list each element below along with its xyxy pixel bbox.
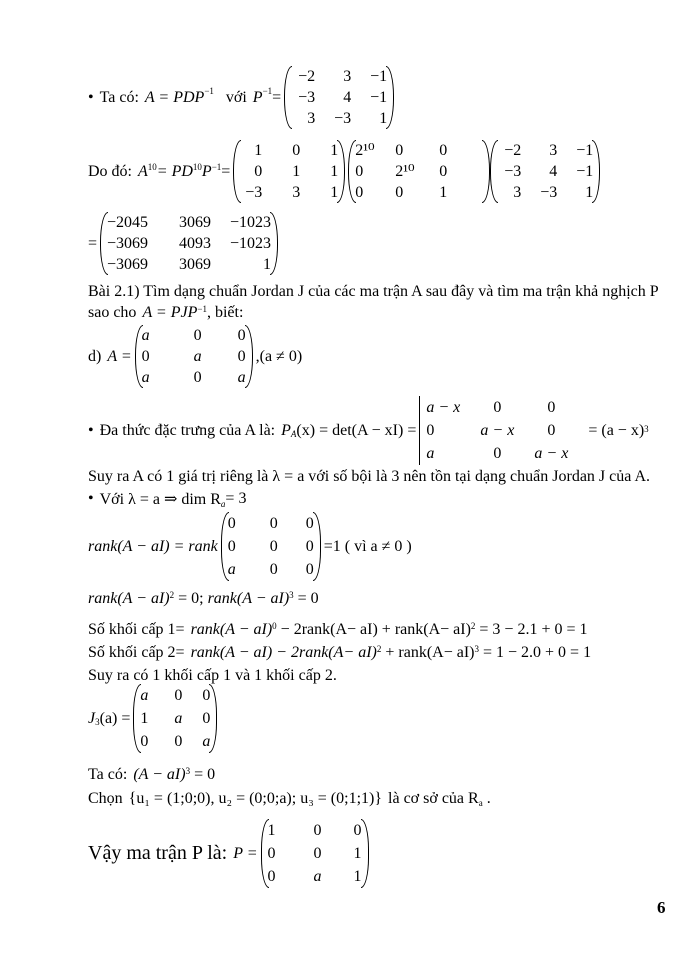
equation: rank(A − aI) = rank: [88, 537, 218, 555]
text: Số khối cấp 2=: [88, 644, 185, 661]
matrix-cell: a: [237, 369, 246, 386]
matrix-cell: 0: [237, 348, 246, 365]
line-rank2: [88, 590, 319, 608]
exponent: 2: [169, 590, 175, 600]
matrix-cell: −1: [576, 163, 594, 180]
equation: =1 ( vì a ≠ 0 ): [323, 537, 412, 555]
matrix-cell: 1: [267, 822, 276, 839]
matrix-cell: a: [193, 348, 202, 365]
equation: A =: [107, 347, 132, 365]
matrix-a: [135, 325, 253, 388]
exponent: 2: [470, 621, 476, 631]
equation: rank(A − aI): [190, 621, 273, 638]
line-char-poly: [88, 396, 649, 465]
text: Với λ = a ⇒ dim R: [99, 491, 221, 508]
text: Bài 2.1) Tìm dạng chuẩn Jordan J của các ma trận A sau đây và tìm ma trận khả nghịch P: [88, 283, 659, 300]
matrix-cell: 0: [313, 845, 322, 862]
exponent: 10: [192, 162, 202, 172]
matrix-cell: 0: [313, 822, 322, 839]
matrix-cell: 2¹⁰: [355, 142, 375, 159]
line-suy-ra-1: [88, 468, 650, 486]
matrix-d-power: [348, 140, 490, 203]
equals: =: [272, 88, 282, 106]
matrix-cell: 0: [355, 163, 364, 180]
equation: − 2rank(A− aI) + rank(A− aI): [276, 621, 471, 638]
matrix-cell: a: [313, 868, 322, 885]
matrix-cell: −2045: [107, 214, 149, 231]
matrix-cell: 3: [513, 184, 522, 201]
line-do-do: [88, 140, 600, 203]
matrix-cell: 3069: [179, 214, 212, 231]
matrix-cell: 0: [305, 561, 314, 578]
exponent: 3: [185, 766, 191, 776]
matrix-cell: 4093: [179, 235, 212, 252]
matrix-cell: 0: [355, 184, 364, 201]
matrix-cell: −3: [245, 184, 263, 201]
matrix-cell: −1: [576, 142, 594, 159]
equation: A = PJP: [142, 304, 198, 321]
matrix-cell: a: [141, 369, 150, 386]
matrix-cell: 0: [547, 399, 556, 416]
matrix-cell: 1: [353, 868, 362, 885]
matrix-cell: 0: [202, 687, 211, 704]
matrix-cell: 0: [227, 515, 236, 532]
equation: = 0;: [174, 590, 208, 607]
matrix-cell: 0: [395, 184, 404, 201]
bullet: •: [88, 421, 94, 439]
matrix-cell: a: [140, 687, 149, 704]
matrix-cell: 4: [549, 163, 558, 180]
matrix-cell: a: [174, 710, 183, 727]
matrix-cell: 0: [227, 538, 236, 555]
exponent: 3: [644, 424, 649, 434]
bullet: •: [88, 490, 94, 507]
basis: {u₁ = (1;0;0), u₂ = (0;0;a); u₃ = (0;1;1)}: [128, 790, 383, 807]
matrix-cell: 0: [237, 327, 246, 344]
matrix-cell: 3: [292, 184, 301, 201]
matrix-cell: −1023: [230, 214, 272, 231]
matrix-p-result: [261, 819, 369, 888]
line-blocks-1: [88, 621, 588, 639]
line-vay: [88, 819, 372, 888]
text: Số khối cấp 1=: [88, 621, 185, 638]
equation: (A − aI): [133, 766, 186, 783]
matrix-cell: 0: [305, 538, 314, 555]
text: d): [88, 347, 102, 365]
equals: =: [221, 162, 231, 180]
matrix-cell: 1: [330, 184, 339, 201]
text: Suy ra có 1 khối cấp 1 và 1 khối cấp 2.: [88, 667, 337, 684]
matrix-cell: −3: [334, 110, 352, 127]
equation: (a) =: [99, 709, 131, 727]
matrix-cell: 1: [292, 163, 301, 180]
matrix-cell: 0: [547, 422, 556, 439]
matrix-cell: −2: [298, 68, 316, 85]
matrix-cell: 0: [439, 142, 448, 159]
equation: = PD: [156, 162, 193, 180]
text: Suy ra A có 1 giá trị riêng là λ = a với số bội là 3 nên tồn tại dạng chuẩn Jordan J của A.: [88, 468, 651, 485]
equation: P: [252, 88, 263, 106]
exercise-line2: [88, 304, 243, 322]
matrix-cell: 0: [292, 142, 301, 159]
text: Ta có:: [99, 88, 139, 106]
matrix-cell: 0: [426, 422, 435, 439]
matrix-cell: 0: [141, 348, 150, 365]
equation: rank(A − aI): [207, 590, 290, 607]
matrix-cell: a − x: [426, 399, 461, 416]
equation: rank(A − aI): [88, 590, 170, 607]
line-ta-co: [88, 66, 397, 129]
matrix-cell: a: [426, 445, 435, 462]
text: Đa thức đặc trưng của A là:: [99, 421, 276, 439]
exponent: −1: [262, 86, 273, 96]
equation: A: [138, 162, 148, 180]
matrix-cell: 0: [193, 369, 202, 386]
matrix-cell: a − x: [534, 445, 569, 462]
matrix-cell: −3069: [107, 256, 149, 273]
matrix-cell: −1: [370, 68, 388, 85]
subscript: A: [290, 429, 297, 439]
bullet: •: [88, 88, 94, 106]
subscript: 3: [95, 717, 100, 727]
exponent: −1: [204, 86, 214, 96]
line-blocks-2: [88, 644, 591, 662]
subscript: a: [220, 499, 226, 509]
equation: rank(A − aI) − 2rank(A− aI): [190, 644, 377, 661]
matrix-cell: 1: [330, 142, 339, 159]
matrix-cell: 0: [353, 822, 362, 839]
matrix-cell: 1: [379, 110, 388, 127]
matrix-cell: −3: [298, 89, 316, 106]
matrix-cell: 0: [267, 845, 276, 862]
equation: A = PDP: [144, 88, 205, 106]
exponent: 0: [272, 621, 277, 631]
equation: = 0: [190, 766, 216, 783]
matrix-cell: a: [141, 327, 150, 344]
matrix-jordan: [133, 684, 217, 753]
matrix-cell: 0: [202, 710, 211, 727]
matrix-cell: 4: [343, 89, 352, 106]
exponent: 2: [376, 644, 382, 654]
matrix-cell: −1023: [230, 235, 272, 252]
line-chon: [88, 790, 491, 808]
matrix-cell: 1: [140, 710, 149, 727]
matrix-cell: 0: [269, 538, 278, 555]
matrix-cell: 0: [493, 399, 502, 416]
exponent: 10: [147, 162, 157, 172]
matrix-a-minus-ai: [221, 512, 321, 581]
equation: = 1 − 2.0 + 0 = 1: [478, 644, 592, 661]
exponent: 3: [474, 644, 479, 654]
matrix-cell: a: [227, 561, 236, 578]
equation: (x) = det(A − xI) =: [296, 421, 417, 439]
matrix-cell: −1: [370, 89, 388, 106]
line-jordan: [88, 684, 220, 753]
equation: = (a − x): [588, 421, 645, 439]
line-suy-ra-2: [88, 667, 337, 685]
matrix-cell: 1: [585, 184, 594, 201]
equation: J: [88, 709, 96, 727]
subscript: a: [478, 798, 483, 808]
matrix-cell: −3: [504, 163, 522, 180]
equation: = 3 − 2.1 + 0 = 1: [475, 621, 588, 638]
exercise-title: [88, 283, 659, 301]
matrix-cell: 1: [263, 256, 272, 273]
exponent: 3: [289, 590, 294, 600]
matrix-cell: 1: [353, 845, 362, 862]
matrix-cell: 0: [174, 687, 183, 704]
condition: ,(a ≠ 0): [255, 347, 303, 365]
matrix-p: [233, 140, 345, 203]
matrix-cell: 0: [493, 445, 502, 462]
matrix-cell: 0: [269, 515, 278, 532]
equation: P =: [233, 844, 258, 862]
matrix-cell: 3: [549, 142, 558, 159]
determinant: [419, 396, 585, 465]
matrix-p-inverse: [284, 66, 394, 129]
text: , biết:: [206, 304, 244, 321]
matrix-cell: 0: [439, 163, 448, 180]
matrix-cell: 1: [439, 184, 448, 201]
text: Chọn: [88, 790, 123, 807]
line-d: [88, 325, 302, 388]
matrix-cell: 0: [174, 733, 183, 750]
matrix-cell: a: [202, 733, 211, 750]
matrix-cell: 3: [343, 68, 352, 85]
matrix-cell: 0: [254, 163, 263, 180]
matrix-cell: 0: [140, 733, 149, 750]
text: Vậy ma trận P là:: [88, 842, 228, 864]
line-result: [88, 212, 281, 275]
matrix-cell: 3069: [179, 256, 212, 273]
line-voi: [88, 489, 246, 509]
matrix-cell: 0: [269, 561, 278, 578]
text: = 3: [225, 490, 247, 507]
matrix-cell: −3: [540, 184, 558, 201]
page-number: 6: [657, 898, 666, 917]
exponent: −1: [211, 162, 222, 172]
equation: = 0: [293, 590, 319, 607]
equals: =: [88, 234, 98, 252]
matrix-cell: 0: [267, 868, 276, 885]
line-rank1: [88, 512, 412, 581]
text: là cơ sở của R: [388, 790, 479, 807]
line-ta-co-2: [88, 766, 215, 784]
matrix-cell: 0: [193, 327, 202, 344]
exponent: −1: [197, 304, 207, 314]
matrix-cell: −2: [504, 142, 522, 159]
text: với: [225, 88, 247, 106]
matrix-cell: 0: [395, 142, 404, 159]
text: Do đó:: [88, 162, 132, 180]
matrix-cell: 1: [330, 163, 339, 180]
text: .: [482, 790, 491, 807]
matrix-p-inverse: [490, 140, 600, 203]
matrix-cell: −3069: [107, 235, 149, 252]
text: sao cho: [88, 304, 137, 321]
equation: P: [201, 162, 212, 180]
matrix-a10: [100, 212, 278, 275]
equation: P: [281, 421, 291, 439]
equation: + rank(A− aI): [381, 644, 475, 661]
text: Ta có:: [88, 766, 128, 783]
matrix-cell: a − x: [480, 422, 515, 439]
matrix-cell: 0: [305, 515, 314, 532]
matrix-cell: 1: [254, 142, 263, 159]
matrix-cell: 2¹⁰: [395, 163, 415, 180]
matrix-cell: 3: [307, 110, 316, 127]
